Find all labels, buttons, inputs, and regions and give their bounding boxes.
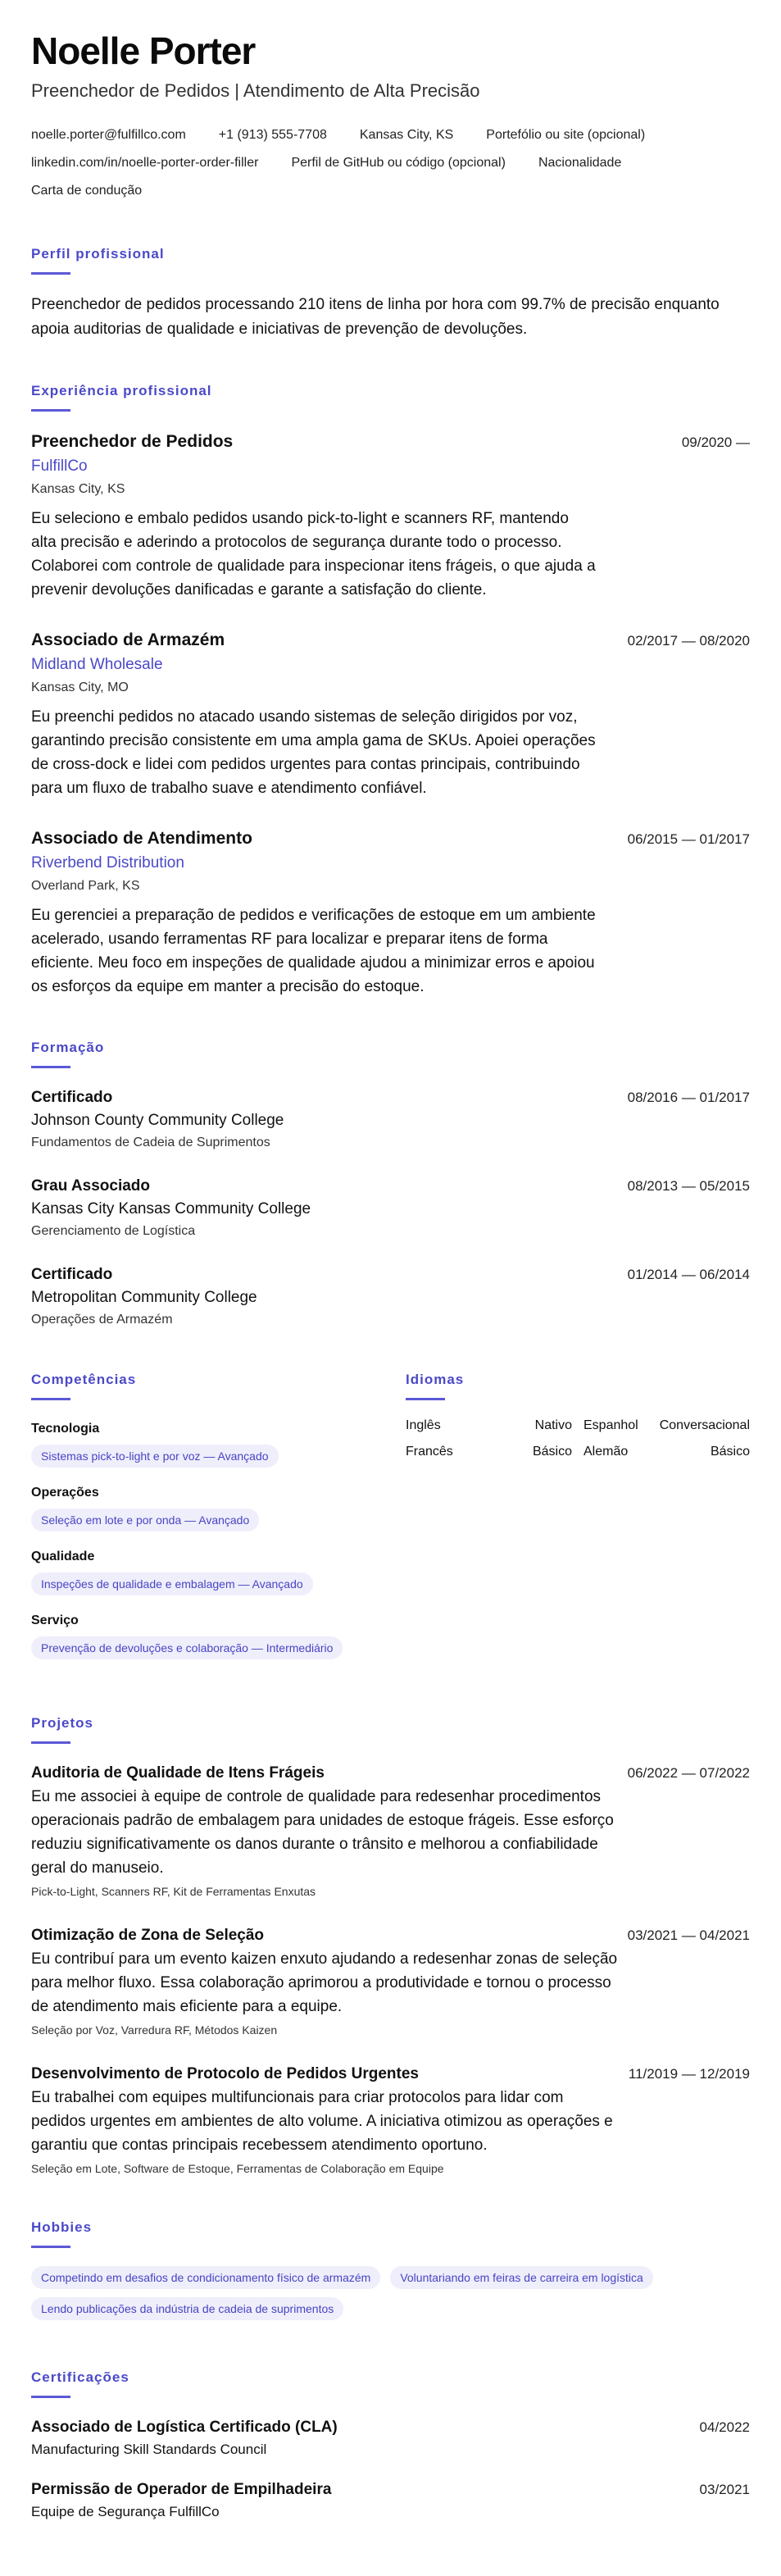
- skill-group: [31, 1482, 375, 1531]
- skill-group-name: Serviço: [31, 1613, 79, 1627]
- language-name: Alemão: [583, 1445, 629, 1459]
- section-title: Hobbies: [31, 2219, 93, 2235]
- job-title: Preenchedor de Pedidos: [31, 432, 234, 451]
- section-divider: [31, 2396, 70, 2398]
- project-description: Eu contribuí para um evento kaizen enxuto ajudando a redesenhar zonas de seleção para melhor fluxo. Essa colaboração aprimorou a produtividade e tornou o processo de atendimento mais eficiente para a equipe.: [31, 1950, 618, 2015]
- language-item: [583, 1418, 750, 1433]
- skill-group: [31, 1418, 375, 1468]
- section-title: Competências: [31, 1372, 137, 1387]
- experience-entry: [31, 826, 750, 999]
- certification-issuer: Equipe de Segurança FulfillCo: [31, 2504, 220, 2519]
- contact-github[interactable]: Perfil de GitHub ou código (opcional): [291, 156, 506, 170]
- skill-group: [31, 1546, 375, 1595]
- contact-linkedin[interactable]: linkedin.com/in/noelle-porter-order-filler: [31, 156, 259, 170]
- language-list: [406, 1418, 750, 1459]
- school-name: Kansas City Kansas Community College: [31, 1200, 311, 1217]
- section-divider: [31, 1066, 70, 1068]
- skills-section: [31, 1370, 375, 1674]
- degree-title: Grau Associado: [31, 1177, 151, 1195]
- language-level: Básico: [532, 1445, 572, 1459]
- skill-group-name: Tecnologia: [31, 1422, 100, 1436]
- certification-issuer: Manufacturing Skill Standards Council: [31, 2442, 267, 2457]
- certification-date: 03/2021: [699, 2482, 750, 2497]
- certification-entry: [31, 2416, 750, 2460]
- certification-title: Permissão de Operador de Empilhadeira: [31, 2481, 332, 2498]
- study-area: Fundamentos de Cadeia de Suprimentos: [31, 1136, 270, 1149]
- education-entry: [31, 1086, 750, 1154]
- section-title: Experiência profissional: [31, 383, 212, 398]
- section-divider: [31, 1398, 70, 1400]
- project-title: Otimização de Zona de Seleção: [31, 1927, 265, 1944]
- section-divider: [31, 272, 70, 275]
- job-location: Kansas City, KS: [31, 482, 125, 496]
- contact-location: Kansas City, KS: [359, 128, 454, 142]
- skills-languages-row: [31, 1370, 750, 1674]
- hobby-chip: Lendo publicações da indústria de cadeia de suprimentos: [31, 2297, 343, 2320]
- school-name: Metropolitan Community College: [31, 1289, 257, 1306]
- contact-nationality: Nacionalidade: [538, 156, 622, 170]
- job-location: Overland Park, KS: [31, 879, 140, 893]
- languages-section: [406, 1370, 750, 1674]
- job-employer: FulfillCo: [31, 457, 88, 475]
- skill-group: [31, 1610, 375, 1659]
- job-location: Kansas City, MO: [31, 680, 129, 694]
- education-date: 08/2013 — 05/2015: [627, 1178, 750, 1194]
- hobby-chip: Voluntariando em feiras de carreira em logística: [390, 2266, 652, 2289]
- section-divider: [31, 2246, 70, 2248]
- summary-section: [31, 244, 750, 342]
- project-description: Eu trabalhei com equipes multifuncionais para criar protocolos para lidar com pedidos urgentes em ambientes de alto volume. A iniciativa otimizou as operações e garantiu que contas principais recebessem atendimento oportuno.: [31, 2089, 613, 2154]
- skill-chip: Seleção em lote e por onda — Avançado: [31, 1509, 259, 1531]
- hobbies-section: [31, 2218, 750, 2328]
- contact-license: Carta de condução: [31, 184, 143, 198]
- contact-portfolio[interactable]: Portefólio ou site (opcional): [486, 128, 646, 142]
- education-entry: [31, 1263, 750, 1331]
- project-title: Auditoria de Qualidade de Itens Frágeis: [31, 1764, 325, 1782]
- study-area: Operações de Armazém: [31, 1313, 173, 1327]
- contact-info: [31, 121, 750, 205]
- job-date: 09/2020 —: [681, 435, 750, 450]
- skill-chip: Prevenção de devoluções e colaboração — Intermediário: [31, 1636, 343, 1659]
- job-date: 06/2015 — 01/2017: [627, 831, 750, 847]
- experience-section: [31, 381, 750, 999]
- project-title: Desenvolvimento de Protocolo de Pedidos Urgentes: [31, 2065, 419, 2082]
- job-employer: Riverbend Distribution: [31, 854, 184, 872]
- certification-title: Associado de Logística Certificado (CLA): [31, 2419, 338, 2436]
- job-description: Eu seleciono e embalo pedidos usando pick-to-light e scanners RF, mantendo alta precisão e aderindo a protocolos de segurança durante todo o processo. Colaborei com controle de qualidade para inspecionar itens frágeis, o que ajuda a prevenir devoluções danificadas e garante a satisfação do cliente.: [31, 510, 596, 598]
- candidate-headline: Preenchedor de Pedidos | Atendimento de Alta Precisão: [31, 80, 480, 101]
- section-divider: [406, 1398, 445, 1400]
- language-item: [583, 1445, 750, 1459]
- job-title: Associado de Atendimento: [31, 829, 252, 848]
- section-divider: [31, 1741, 70, 1744]
- job-description: Eu gerenciei a preparação de pedidos e verificações de estoque em um ambiente acelerado, usando ferramentas RF para localizar e preparar itens de forma eficiente. Meu foco em inspeções de qualidade ajudou a minimizar erros e apoiou os esforços da equipe em manter a precisão do estoque.: [31, 907, 596, 995]
- experience-entry: [31, 430, 750, 602]
- school-name: Johnson County Community College: [31, 1112, 284, 1129]
- experience-entry: [31, 628, 750, 800]
- section-title: Projetos: [31, 1715, 94, 1731]
- skill-group-name: Operações: [31, 1486, 99, 1500]
- project-date: 11/2019 — 12/2019: [628, 2066, 750, 2082]
- project-keywords: Pick-to-Light, Scanners RF, Kit de Ferramentas Enxutas: [31, 1885, 316, 1898]
- language-item: [406, 1445, 572, 1459]
- job-date: 02/2017 — 08/2020: [627, 633, 750, 649]
- project-keywords: Seleção em Lote, Software de Estoque, Ferramentas de Colaboração em Equipe: [31, 2162, 444, 2175]
- language-level: Básico: [710, 1445, 750, 1459]
- certifications-section: [31, 2368, 750, 2523]
- project-description: Eu me associei à equipe de controle de qualidade para redesenhar procedimentos operacionais padrão de embalagem para unidades de estoque frágeis. Esse esforço reduziu significativamente os danos durante o trânsito e melhorou a confiabilidade geral do manuseio.: [31, 1788, 614, 1877]
- education-section: [31, 1038, 750, 1331]
- skill-group-name: Qualidade: [31, 1550, 95, 1563]
- job-title: Associado de Armazém: [31, 630, 225, 649]
- language-item: [406, 1418, 572, 1433]
- certification-date: 04/2022: [699, 2419, 750, 2435]
- degree-title: Certificado: [31, 1266, 113, 1283]
- section-title: Certificações: [31, 2369, 129, 2385]
- language-level: Conversacional: [659, 1418, 750, 1432]
- summary-text: Preenchedor de pedidos processando 210 itens de linha por hora com 99.7% de precisão enquanto apoia auditorias de qualidade e iniciativas de prevenção de devoluções.: [31, 296, 720, 338]
- section-title: Perfil profissional: [31, 246, 165, 262]
- project-entry: [31, 2063, 750, 2178]
- certification-entry: [31, 2478, 750, 2523]
- education-entry: [31, 1175, 750, 1242]
- skill-chip: Inspeções de qualidade e embalagem — Avançado: [31, 1572, 313, 1595]
- project-date: 03/2021 — 04/2021: [627, 1927, 750, 1943]
- skill-chip: Sistemas pick-to-light e por voz — Avançado: [31, 1445, 279, 1468]
- degree-title: Certificado: [31, 1089, 113, 1106]
- job-description: Eu preenchi pedidos no atacado usando sistemas de seleção dirigidos por voz, garantindo precisão consistente em uma ampla gama de SKUs. Apoiei operações de cross-dock e lidei com pedidos urgentes para contas principais, contribuindo para um fluxo de trabalho suave e atendimento confiável.: [31, 708, 596, 797]
- project-date: 06/2022 — 07/2022: [627, 1765, 750, 1781]
- job-employer: Midland Wholesale: [31, 656, 163, 673]
- project-entry: [31, 1762, 750, 1901]
- hobby-chip: Competindo em desafios de condicionamento físico de armazém: [31, 2266, 380, 2289]
- language-name: Francês: [406, 1445, 453, 1459]
- language-level: Nativo: [534, 1418, 572, 1432]
- study-area: Gerenciamento de Logística: [31, 1224, 196, 1238]
- project-entry: [31, 1924, 750, 2040]
- education-date: 08/2016 — 01/2017: [627, 1090, 750, 1105]
- language-name: Espanhol: [583, 1418, 638, 1432]
- section-divider: [31, 409, 70, 412]
- projects-section: [31, 1714, 750, 2178]
- section-title: Formação: [31, 1040, 105, 1055]
- section-title: Idiomas: [406, 1372, 465, 1387]
- hobby-list: [31, 2266, 750, 2328]
- project-keywords: Seleção por Voz, Varredura RF, Métodos Kaizen: [31, 2023, 278, 2037]
- candidate-name: Noelle Porter: [31, 30, 256, 72]
- education-date: 01/2014 — 06/2014: [627, 1267, 750, 1282]
- resume-header: [31, 28, 750, 205]
- contact-phone[interactable]: +1 (913) 555-7708: [218, 128, 327, 142]
- contact-email[interactable]: noelle.porter@fulfillco.com: [31, 128, 186, 142]
- language-name: Inglês: [406, 1418, 441, 1432]
